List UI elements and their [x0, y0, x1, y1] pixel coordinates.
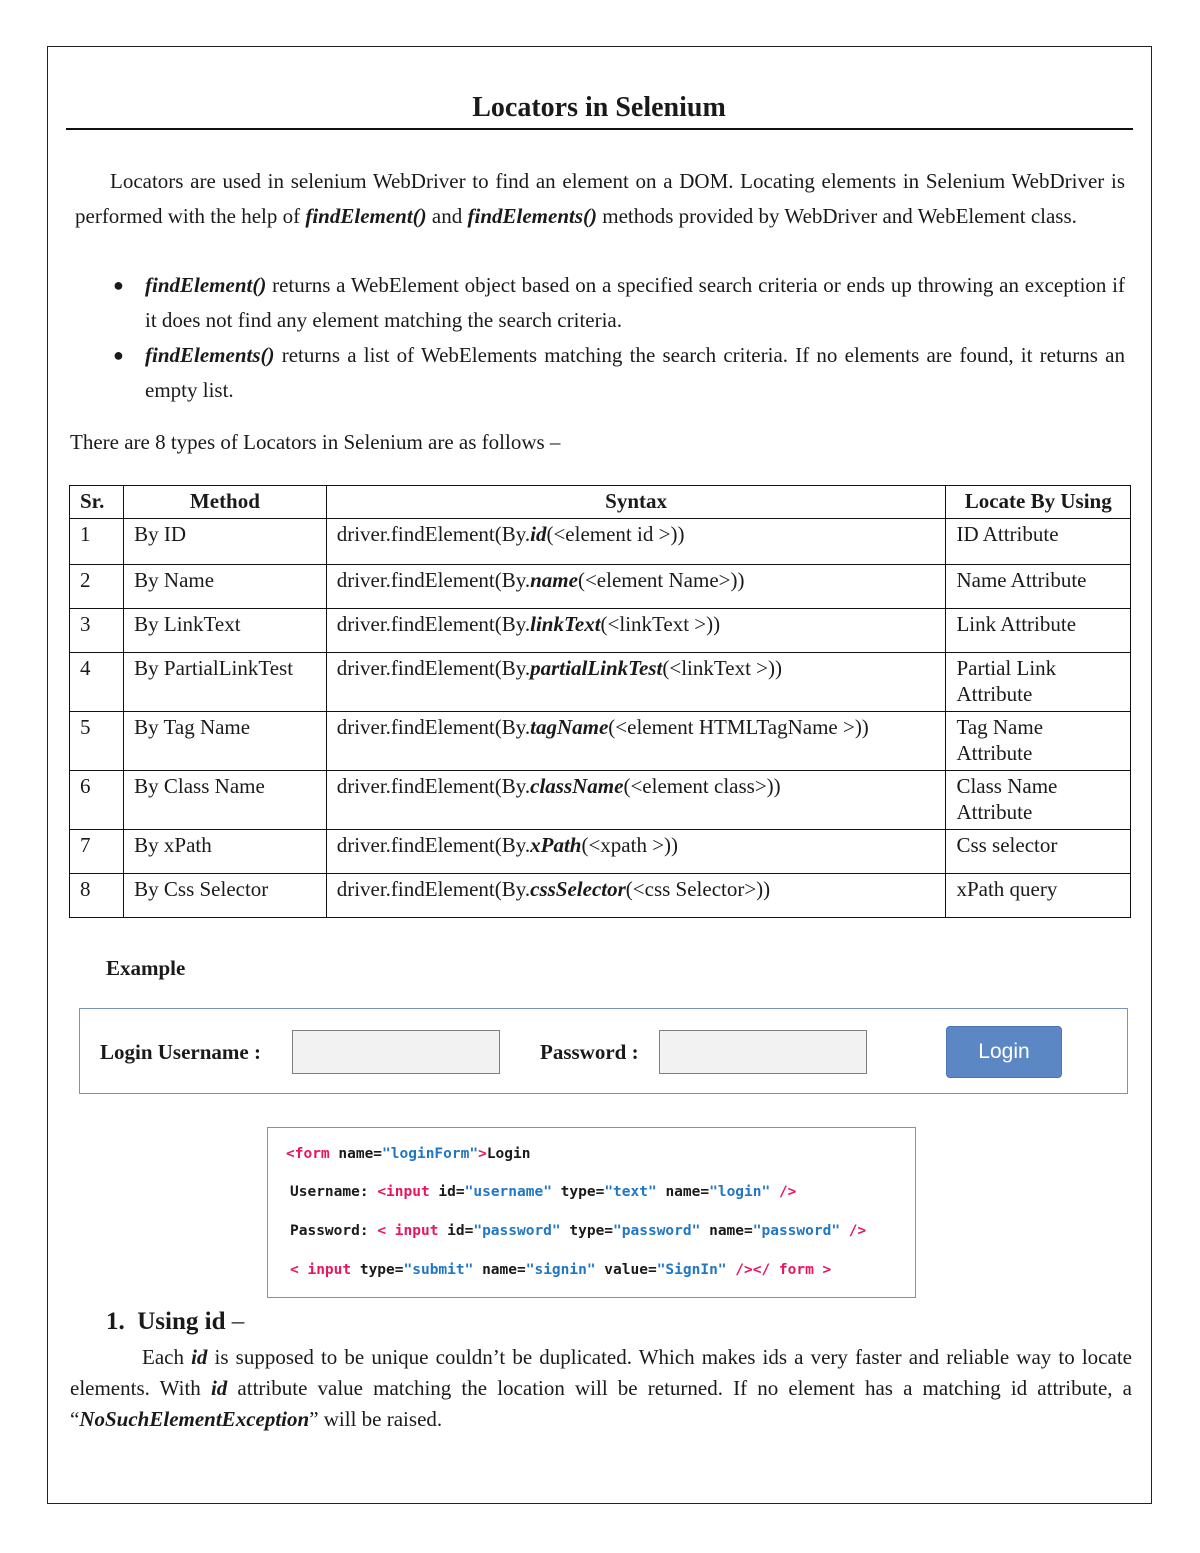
cell-method: By xPath — [124, 830, 327, 874]
syntax-prefix: driver.findElement(By. — [336, 715, 531, 739]
section-title: Using id — [137, 1308, 226, 1335]
table-row — [70, 771, 1131, 830]
cell-sr: 6 — [70, 771, 124, 830]
code-line-username: Username: <input id="username" type="text" name="login" /> — [290, 1184, 797, 1200]
syntax-prefix: driver.findElement(By. — [336, 656, 531, 680]
intro-method-findelements: findElements() — [467, 204, 597, 228]
table-row — [70, 653, 1131, 712]
syntax-function: className — [530, 774, 624, 798]
cell-syntax — [326, 653, 946, 712]
header-syntax: Syntax — [326, 486, 946, 519]
syntax-prefix: driver.findElement(By. — [336, 833, 531, 857]
cell-sr: 4 — [70, 653, 124, 712]
bullet-item — [75, 268, 1125, 338]
body-text: is supposed to be unique couldn’t be duplicated. Which makes ids a very faster and reliable way to locate elements. With — [70, 1345, 1132, 1400]
cell-using: ID Attribute — [946, 519, 1131, 565]
bullet-text: returns a WebElement object based on a specified search criteria or ends up throwing an exception if it does not find any element matching the search criteria. — [145, 273, 1125, 332]
password-label: Password : — [540, 1040, 639, 1064]
table-row — [70, 712, 1131, 771]
password-field[interactable] — [659, 1030, 867, 1074]
username-label: Login Username : — [100, 1040, 261, 1064]
cell-syntax — [326, 609, 946, 653]
header-locate-by-using: Locate By Using — [946, 486, 1131, 519]
title-underline — [66, 128, 1133, 130]
syntax-prefix: driver.findElement(By. — [336, 774, 531, 798]
code-line-password: Password: < input id="password" type="password" name="password" /> — [290, 1223, 867, 1239]
syntax-suffix: (<element class>)) — [623, 774, 781, 798]
bullet-dot-icon: ● — [113, 275, 124, 295]
syntax-prefix: driver.findElement(By. — [336, 522, 531, 546]
bullet-method: findElement() — [145, 273, 267, 297]
syntax-function: cssSelector — [530, 877, 626, 901]
intro-paragraph — [75, 164, 1125, 234]
cell-sr: 2 — [70, 565, 124, 609]
header-method: Method — [124, 486, 327, 519]
cell-sr: 5 — [70, 712, 124, 771]
bullet-dot-icon: ● — [113, 345, 124, 365]
bullet-text: returns a list of WebElements matching the search criteria. If no elements are found, it returns an empty list. — [145, 343, 1125, 402]
cell-method: By LinkText — [124, 609, 327, 653]
syntax-suffix: (<linkText >)) — [662, 656, 782, 680]
cell-using: Partial Link Attribute — [946, 653, 1131, 712]
cell-sr: 3 — [70, 609, 124, 653]
intro-text-1: Locators are used in selenium WebDriver to find an element on a DOM. Locating elements in Selenium WebDriver is performed with the help of — [75, 169, 1125, 228]
cell-using: xPath query — [946, 874, 1131, 918]
syntax-prefix: driver.findElement(By. — [336, 877, 531, 901]
cell-syntax — [326, 830, 946, 874]
html-code-sample — [267, 1127, 916, 1298]
code-line-submit: < input type="submit" name="signin" value="SignIn" /></ form > — [290, 1262, 832, 1278]
table-row — [70, 874, 1131, 918]
cell-method: By Css Selector — [124, 874, 327, 918]
syntax-function: id — [530, 522, 547, 546]
body-keyword-id: id — [191, 1345, 208, 1369]
intro-method-findelement: findElement() — [305, 204, 427, 228]
login-button[interactable]: Login — [946, 1026, 1062, 1078]
syntax-function: xPath — [530, 833, 582, 857]
body-text: Each — [142, 1345, 192, 1369]
cell-method: By PartialLinkTest — [124, 653, 327, 712]
syntax-suffix: (<element id >)) — [546, 522, 685, 546]
table-header-row — [70, 486, 1131, 519]
syntax-function: partialLinkTest — [530, 656, 663, 680]
cell-using: Class Name Attribute — [946, 771, 1131, 830]
locators-table — [69, 485, 1131, 918]
syntax-prefix: driver.findElement(By. — [336, 612, 531, 636]
cell-sr: 8 — [70, 874, 124, 918]
example-heading: Example — [106, 956, 186, 980]
cell-using: Css selector — [946, 830, 1131, 874]
syntax-function: name — [530, 568, 578, 592]
header-sr: Sr. — [70, 486, 124, 519]
cell-sr: 1 — [70, 519, 124, 565]
cell-using: Tag Name Attribute — [946, 712, 1131, 771]
section-heading-using-id — [106, 1308, 244, 1336]
page-title: Locators in Selenium — [472, 92, 726, 123]
body-text: ” will be raised. — [309, 1407, 443, 1431]
syntax-function: linkText — [530, 612, 601, 636]
body-text: attribute value matching the location will be returned. If no element has a matching id attribute, a “ — [70, 1376, 1132, 1431]
syntax-function: tagName — [530, 715, 609, 739]
body-exception-name: NoSuchElementException — [79, 1407, 310, 1431]
section-dash: – — [225, 1308, 245, 1335]
syntax-prefix: driver.findElement(By. — [336, 568, 531, 592]
cell-method: By Name — [124, 565, 327, 609]
bullet-method: findElements() — [145, 343, 275, 367]
syntax-suffix: (<element HTMLTagName >)) — [608, 715, 869, 739]
syntax-suffix: (<css Selector>)) — [625, 877, 771, 901]
body-keyword-id: id — [210, 1376, 228, 1400]
table-row — [70, 565, 1131, 609]
username-field[interactable] — [292, 1030, 500, 1074]
intro-text-3: methods provided by WebDriver and WebElement class. — [597, 204, 1077, 228]
cell-using: Name Attribute — [946, 565, 1131, 609]
syntax-suffix: (<xpath >)) — [581, 833, 679, 857]
section-body-paragraph — [70, 1342, 1132, 1435]
cell-method: By Class Name — [124, 771, 327, 830]
cell-using: Link Attribute — [946, 609, 1131, 653]
cell-sr: 7 — [70, 830, 124, 874]
table-row — [70, 519, 1131, 565]
table-row — [70, 609, 1131, 653]
method-bullet-list — [75, 268, 1125, 408]
cell-method: By Tag Name — [124, 712, 327, 771]
cell-syntax — [326, 565, 946, 609]
intro-text-2: and — [426, 204, 468, 228]
syntax-suffix: (<element Name>)) — [577, 568, 745, 592]
locator-types-intro: There are 8 types of Locators in Selenium are as follows – — [70, 430, 561, 454]
cell-syntax — [326, 874, 946, 918]
cell-syntax — [326, 519, 946, 565]
syntax-suffix: (<linkText >)) — [600, 612, 721, 636]
code-line-form: <form name="loginForm">Login — [286, 1146, 531, 1162]
table-row — [70, 830, 1131, 874]
bullet-item — [75, 338, 1125, 408]
cell-syntax — [326, 712, 946, 771]
cell-method: By ID — [124, 519, 327, 565]
section-number: 1. — [106, 1308, 125, 1335]
cell-syntax — [326, 771, 946, 830]
